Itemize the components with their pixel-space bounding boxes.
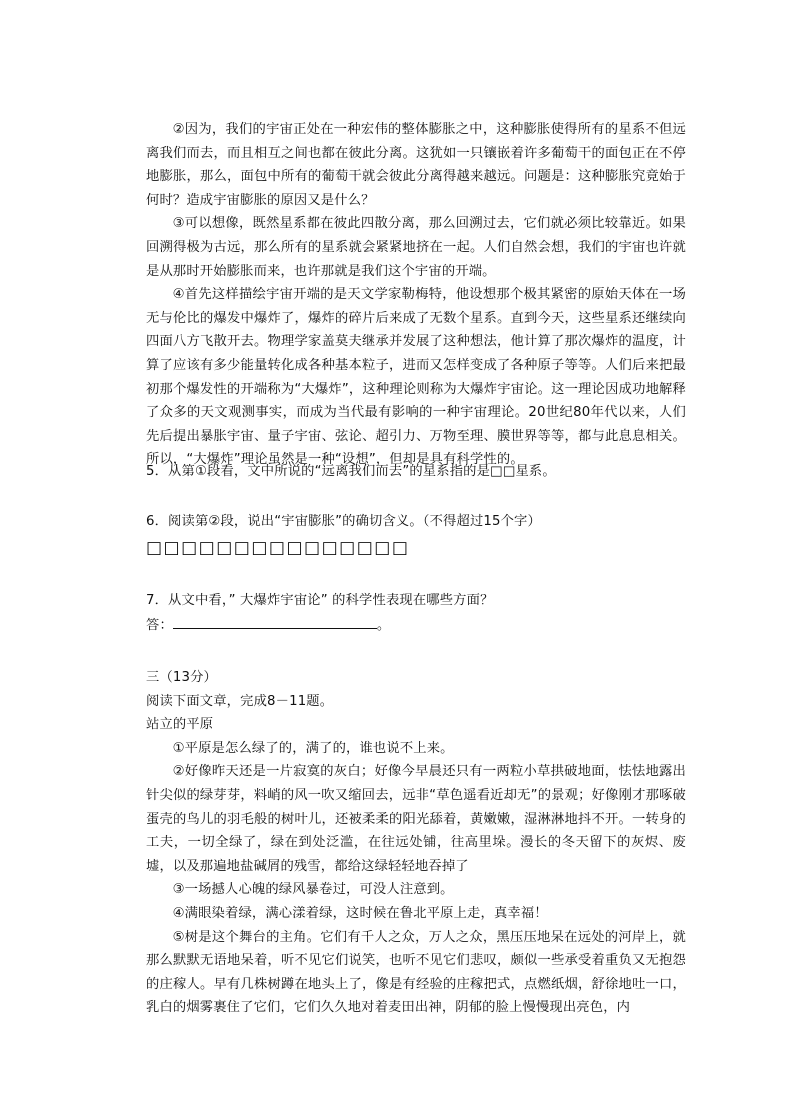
article-title: 站立的平原 <box>146 717 214 733</box>
answer-prefix: 答： <box>146 618 173 633</box>
question-7-answer <box>146 614 390 638</box>
question-6-answer-boxes: □□□□□□□□□□□□□□□ <box>146 538 410 558</box>
question-7: 7．从文中看，” 大爆炸宇宙论” 的科学性表现在哪些方面？ <box>146 593 494 608</box>
question-6: 6．阅读第②段，说出“宇宙膨胀”的确切含义。（不得超过15个字） <box>146 514 541 529</box>
article-para-4: ④满眼染着绿，满心漾着绿，这时候在鲁北平原上走，真幸福！ <box>172 905 548 921</box>
article-para-1: ①平原是怎么绿了的，满了的，谁也说不上来。 <box>172 740 454 756</box>
article-para-3: ③一场撼人心魄的绿风暴卷过，可没人注意到。 <box>172 882 454 898</box>
answer-blank-line <box>173 614 377 629</box>
answer-suffix: 。 <box>376 618 391 633</box>
passage-para-3: ③可以想像，既然星系都在彼此四散分离，那么回溯过去，它们就必须比较靠近。如果回溯得极为古远，那么所有的星系就会紧紧地挤在一起。人们自然会想，我们的宇宙也许就是从那时开始膨胀而来，也许那就是我们这个宇宙的开端。 <box>146 216 686 279</box>
passage-para-4: ④首先这样描绘宇宙开端的是天文学家勒梅特，他设想那个极其紧密的原始天体在一场无与伦比的爆发中爆炸了，爆炸的碎片后来成了无数个星系。直到今天，这些星系还继续向四面八方飞散开去。物理学家盖莫夫继承并发展了这种想法，他计算了那次爆炸的温度，计算了应该有多少能量转化成各种基本粒子，进而又怎样变成了各种原子等等。人们后来把最初那个爆发性的开端称为“大爆炸”，这种理论则称为大爆炸宇宙论。这一理论因成功地解释了众多的天文观测事实，而成为当代最有影响的一种宇宙理论。20世纪80年代以来，人们先后提出暴胀宇宙、量子宇宙、弦论、超引力、万物至理、膜世界等等，都与此息息相关。所以，“大爆炸”理论虽然是一种“设想”，但却是具有科学性的。 <box>146 287 686 468</box>
section-3-header: 三（13分） <box>146 670 218 685</box>
passage-para-2: ②因为，我们的宇宙正处在一种宏伟的整体膨胀之中，这种膨胀使得所有的星系不但远离我们而去，而且相互之间也都在彼此分离。这犹如一只镶嵌着许多葡萄干的面包正在不停地膨胀，那么，面包中所有的葡萄干就会彼此分离得越来越远。问题是：这种膨胀究竟始于何时？造成宇宙膨胀的原因又是什么？ <box>146 122 686 208</box>
section-3-instruction: 阅读下面文章，完成8－11题。 <box>146 693 334 709</box>
article-para-5: ⑤树是这个舞台的主角。它们有千人之众，万人之众，黑压压地呆在远处的河岸上，就那么默默无语地呆着，听不见它们说笑，也听不见它们悲叹，颇似一些承受着重负又无抱怨的庄稼人。早有几株树蹲在地头上了，像是有经验的庄稼把式，点燃纸烟，舒徐地吐一口，乳白的烟雾裹住了它们，它们久久地对着麦田出神，阴郁的脸上慢慢现出亮色，内 <box>146 929 686 1016</box>
question-5: 5．从第①段看，文中所说的“远离我们而去”的星系指的是□□星系。 <box>146 464 556 479</box>
article-para-2: ②好像昨天还是一片寂寞的灰白；好像今早晨还只有一两粒小草拱破地面，怯怯地露出针尖似的绿芽芽，料峭的风一吹又缩回去，远非“草色遥看近却无”的景观；好像刚才那啄破蛋壳的鸟儿的羽毛般的树叶儿，还被柔柔的阳光舔着，黄嫩嫩，湿淋淋地抖不开。一转身的工夫，一切全绿了，绿在到处泛滥，在往远处铺，往高里垛。漫长的冬天留下的灰烬、废墟，以及那遍地盐碱屑的残雪，都给这绿轻轻地吞掉了 <box>146 764 686 874</box>
